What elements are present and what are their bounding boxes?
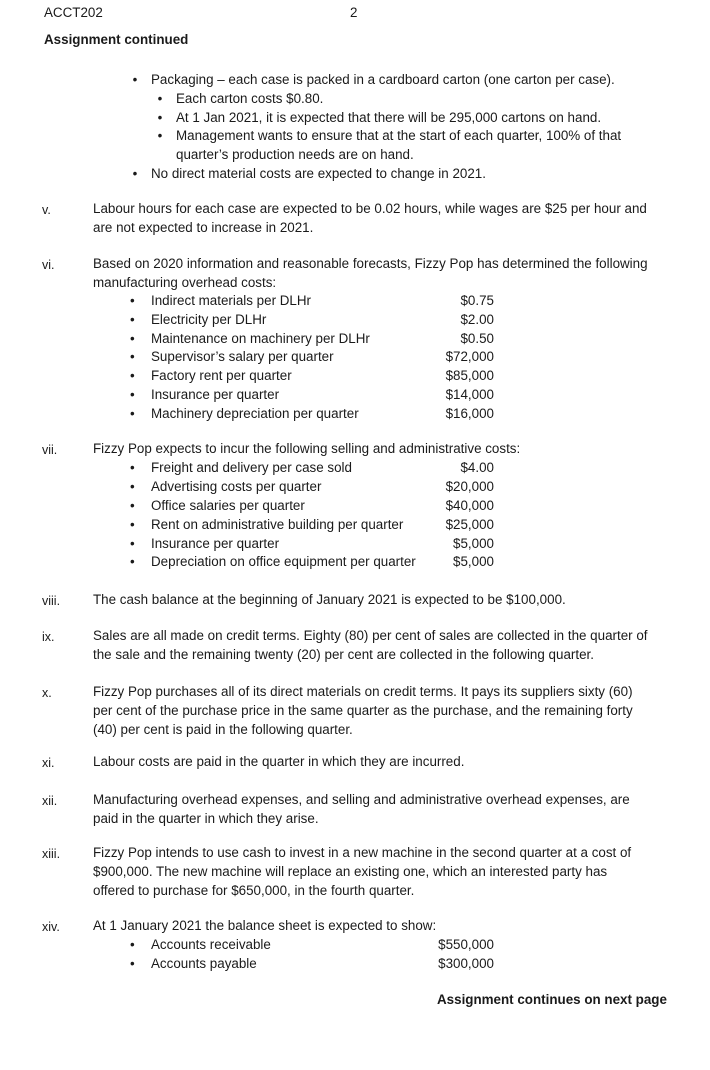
item-number: vii. xyxy=(42,443,58,457)
cost-value: $0.75 xyxy=(460,293,494,308)
item-ix-text: Sales are all made on credit terms. Eighty (80) per cent of sales are collected in the quarter of the sale and the remaining twenty (20) per cent are collected in the following quarter. xyxy=(93,628,648,662)
cost-value: $16,000 xyxy=(445,406,494,421)
balance-value: $300,000 xyxy=(438,956,494,971)
bullet-icon: • xyxy=(130,498,135,513)
list-item: • At 1 Jan 2021, it is expected that there will be 295,000 cartons on hand. xyxy=(176,108,601,127)
cost-value: $40,000 xyxy=(445,498,494,513)
item-number: x. xyxy=(42,686,52,700)
cost-value: $5,000 xyxy=(453,554,494,569)
list-item: • Electricity per DLHr xyxy=(130,312,267,327)
item-number: xiii. xyxy=(42,847,61,861)
item-v-text: Labour hours for each case are expected to be 0.02 hours, while wages are $25 per hour and are not expected to increase in 2021. xyxy=(93,201,647,235)
list-item: • Freight and delivery per case sold xyxy=(130,460,352,475)
item-number: viii. xyxy=(42,594,61,608)
item-number: xiv. xyxy=(42,920,60,934)
bullet-icon: • xyxy=(130,536,135,551)
item-viii-text: The cash balance at the beginning of January 2021 is expected to be $100,000. xyxy=(93,592,566,607)
bullet-icon: • xyxy=(130,937,135,952)
bullet-icon: • xyxy=(132,72,138,87)
list-item: • Insurance per quarter xyxy=(130,387,280,402)
list-item: • Rent on administrative building per quarter xyxy=(130,517,404,532)
bullet-icon: • xyxy=(130,368,135,383)
list-item-continuation: quarter’s production needs are on hand. xyxy=(176,147,414,162)
item-number: ix. xyxy=(42,630,55,644)
bullet-icon: • xyxy=(130,387,135,402)
item-number: xii. xyxy=(42,794,58,808)
bullet-icon: • xyxy=(130,293,135,308)
item-vi-text: Based on 2020 information and reasonable forecasts, Fizzy Pop has determined the following manufacturing overhead costs: xyxy=(93,256,648,290)
list-item: • Advertising costs per quarter xyxy=(130,479,322,494)
bullet-icon: • xyxy=(130,479,135,494)
bullet-icon: • xyxy=(130,349,135,364)
page-subtitle: Assignment continued xyxy=(44,32,189,47)
list-item: • Insurance per quarter xyxy=(130,536,280,551)
page-number: 2 xyxy=(350,5,358,20)
list-item: • Accounts payable xyxy=(130,956,257,971)
bullet-icon: • xyxy=(130,406,135,421)
bullet-icon: • xyxy=(130,312,135,327)
list-item: • Supervisor’s salary per quarter xyxy=(130,349,334,364)
list-item: • Factory rent per quarter xyxy=(130,368,292,383)
bullet-icon: • xyxy=(130,517,135,532)
bullet-icon: • xyxy=(130,956,135,971)
cost-value: $5,000 xyxy=(453,536,494,551)
list-item: • Machinery depreciation per quarter xyxy=(130,406,359,421)
item-xiii-text: Fizzy Pop intends to use cash to invest in a new machine in the second quarter at a cost of $900,000. The new machine will replace an existing one, which an interested party has offered to purchase for $650,000, in the fourth quarter. xyxy=(93,845,632,898)
bullet-icon: • xyxy=(130,331,135,346)
bullet-icon: • xyxy=(157,91,163,106)
list-item: • Office salaries per quarter xyxy=(130,498,305,513)
list-item: • Management wants to ensure that at the start of each quarter, 100% of that xyxy=(176,126,621,145)
item-xii-text: Manufacturing overhead expenses, and selling and administrative overhead expenses, are paid in the quarter in which they arise. xyxy=(93,792,630,826)
bullet-icon: • xyxy=(157,128,163,143)
list-item: • Packaging – each case is packed in a cardboard carton (one carton per case). xyxy=(151,70,615,89)
item-number: v. xyxy=(42,203,51,217)
list-item: • Accounts receivable xyxy=(130,937,271,952)
cost-value: $20,000 xyxy=(445,479,494,494)
cost-value: $2.00 xyxy=(460,312,494,327)
cost-value: $0.50 xyxy=(460,331,494,346)
item-vii-text: Fizzy Pop expects to incur the following selling and administrative costs: xyxy=(93,441,521,456)
bullet-icon: • xyxy=(130,554,135,569)
item-xi-text: Labour costs are paid in the quarter in which they are incurred. xyxy=(93,754,465,769)
cost-value: $25,000 xyxy=(445,517,494,532)
list-item: • No direct material costs are expected to change in 2021. xyxy=(151,164,486,183)
bullet-icon: • xyxy=(132,166,138,181)
bullet-icon: • xyxy=(157,110,163,125)
cost-value: $4.00 xyxy=(460,460,494,475)
course-code: ACCT202 xyxy=(44,5,103,20)
balance-value: $550,000 xyxy=(438,937,494,952)
list-item: • Maintenance on machinery per DLHr xyxy=(130,331,370,346)
item-number: xi. xyxy=(42,756,55,770)
list-item: • Depreciation on office equipment per quarter xyxy=(130,554,416,569)
item-x-text: Fizzy Pop purchases all of its direct materials on credit terms. It pays its suppliers sixty (60) per cent of the purchase price in the same quarter as the purchase, and the remaining forty (40) per cent is paid in the following quarter. xyxy=(93,684,633,737)
cost-value: $85,000 xyxy=(445,368,494,383)
cost-value: $72,000 xyxy=(445,349,494,364)
list-item: • Each carton costs $0.80. xyxy=(176,89,323,108)
list-item: • Indirect materials per DLHr xyxy=(130,293,311,308)
continuation-note: Assignment continues on next page xyxy=(437,992,667,1007)
bullet-icon: • xyxy=(130,460,135,475)
item-number: vi. xyxy=(42,258,55,272)
cost-value: $14,000 xyxy=(445,387,494,402)
item-xiv-text: At 1 January 2021 the balance sheet is expected to show: xyxy=(93,918,437,933)
